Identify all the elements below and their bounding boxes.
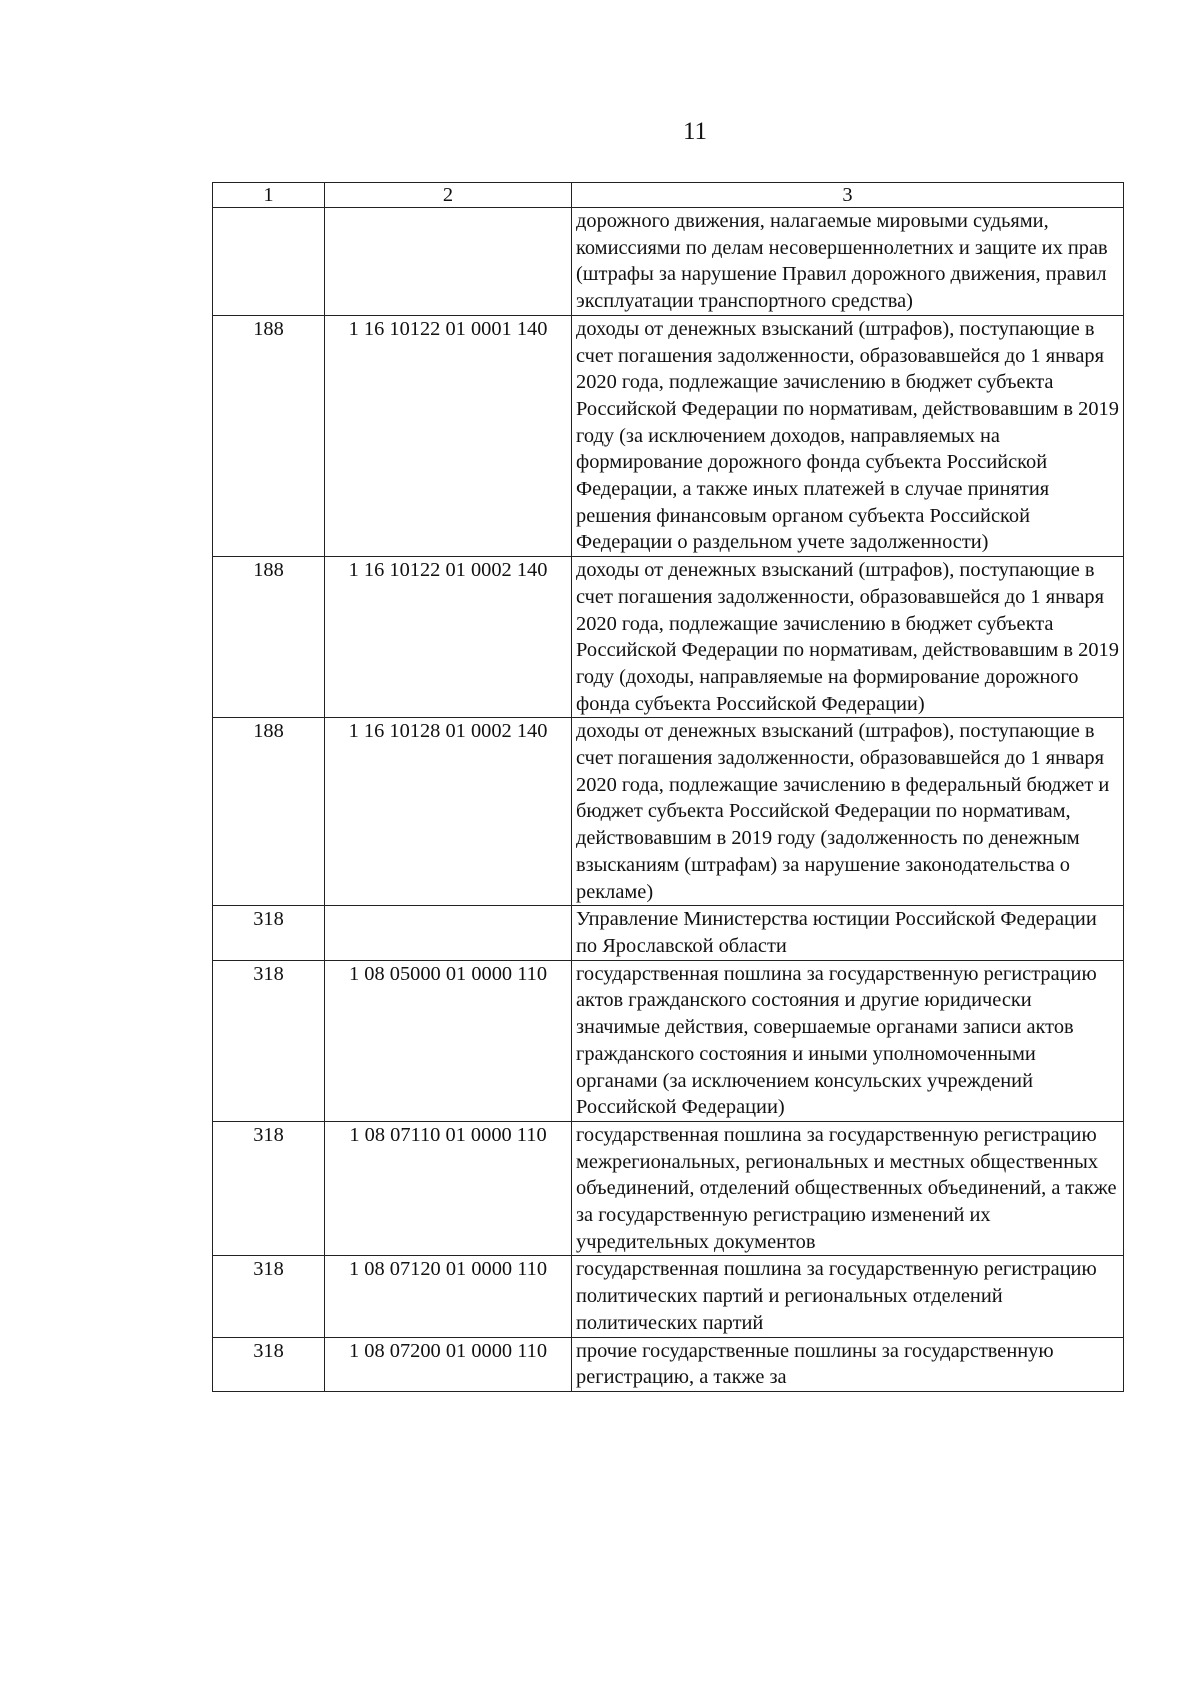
income-code-cell: 1 16 10122 01 0001 140 [325,315,572,556]
table-row [213,718,1124,906]
income-code-cell: 1 08 07110 01 0000 110 [325,1121,572,1256]
admin-code-cell: 318 [213,1256,325,1337]
income-code-cell: 1 08 05000 01 0000 110 [325,960,572,1121]
header-column-1: 1 [213,183,325,208]
income-description-cell: доходы от денежных взысканий (штрафов), поступающие в счет погашения задолженности, образовавшейся до 1 января 2020 года, подлежащие зачислению в бюджет субъекта Российской Федерации по нормативам, действовавшим в 2019 году (доходы, направляемые на формирование дорожного фонда субъекта Российской Федерации) [572,557,1124,718]
income-code-cell [325,906,572,960]
admin-code-cell: 318 [213,1121,325,1256]
income-code-cell: 1 08 07120 01 0000 110 [325,1256,572,1337]
admin-code-cell: 188 [213,718,325,906]
table-row [213,1256,1124,1337]
income-description-cell: Управление Министерства юстиции Российской Федерации по Ярославской области [572,906,1124,960]
table-row [213,557,1124,718]
admin-code-cell: 318 [213,960,325,1121]
table-header-row [213,183,1124,208]
income-description-cell: государственная пошлина за государственную регистрацию межрегиональных, региональных и местных общественных объединений, отделений общественных объединений, а также за государственную регистрацию изменений их учредительных документов [572,1121,1124,1256]
table-row [213,208,1124,316]
table-row [213,315,1124,556]
income-code-cell: 1 16 10122 01 0002 140 [325,557,572,718]
income-description-cell: прочие государственные пошлины за государственную регистрацию, а также за [572,1337,1124,1391]
admin-code-cell: 318 [213,906,325,960]
admin-code-cell: 188 [213,557,325,718]
table-row [213,1121,1124,1256]
income-code-cell: 1 08 07200 01 0000 110 [325,1337,572,1391]
header-column-2: 2 [325,183,572,208]
income-description-cell: доходы от денежных взысканий (штрафов), поступающие в счет погашения задолженности, образовавшейся до 1 января 2020 года, подлежащие зачислению в федеральный бюджет и бюджет субъекта Российской Федерации по нормативам, действовавшим в 2019 году (задолженность по денежным взысканиям (штрафам) за нарушение законодательства о рекламе) [572,718,1124,906]
table-row [213,906,1124,960]
income-description-cell: доходы от денежных взысканий (штрафов), поступающие в счет погашения задолженности, образовавшейся до 1 января 2020 года, подлежащие зачислению в бюджет субъекта Российской Федерации по нормативам, действовавшим в 2019 году (за исключением доходов, направляемых на формирование дорожного фонда субъекта Российской Федерации, а также иных платежей в случае принятия решения финансовым органом субъекта Российской Федерации о раздельном учете задолженности) [572,315,1124,556]
income-description-cell: дорожного движения, налагаемые мировыми судьями, комиссиями по делам несовершеннолетних и защите их прав (штрафы за нарушение Правил дорожного движения, правил эксплуатации транспортного средства) [572,208,1124,316]
budget-codes-table [212,182,1124,1392]
header-column-3: 3 [572,183,1124,208]
admin-code-cell: 188 [213,315,325,556]
admin-code-cell: 318 [213,1337,325,1391]
income-description-cell: государственная пошлина за государственную регистрацию актов гражданского состояния и другие юридически значимые действия, совершаемые органами записи актов гражданского состояния и иными уполномоченными органами (за исключением консульских учреждений Российской Федерации) [572,960,1124,1121]
income-description-cell: государственная пошлина за государственную регистрацию политических партий и региональных отделений политических партий [572,1256,1124,1337]
admin-code-cell [213,208,325,316]
table-row [213,1337,1124,1391]
table-row [213,960,1124,1121]
income-code-cell [325,208,572,316]
income-code-cell: 1 16 10128 01 0002 140 [325,718,572,906]
page-number: 11 [682,118,708,145]
